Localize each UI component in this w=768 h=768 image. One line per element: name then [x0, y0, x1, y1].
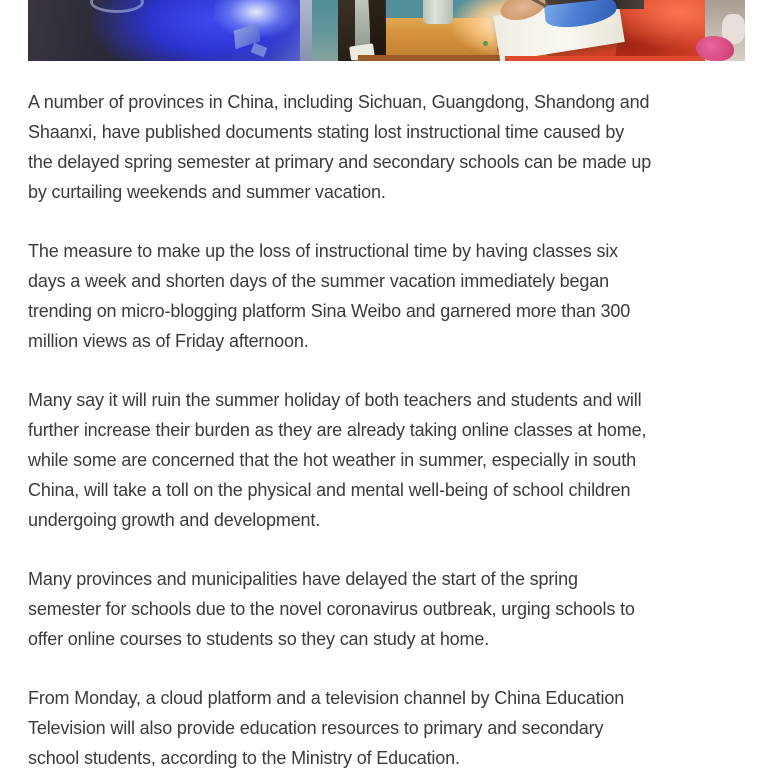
photo-screen-edge [300, 0, 312, 61]
paragraph-3 [28, 385, 768, 535]
text-line: further increase their burden as they are already taking online classes at home, [28, 420, 647, 440]
photo-pink-plush [696, 36, 734, 61]
text-line: Many say it will ruin the summer holiday of both teachers and students and will [28, 390, 642, 410]
paragraph-1 [28, 87, 768, 207]
text-line: China, will take a toll on the physical and mental well-being of school children [28, 480, 631, 500]
text-line: school students, according to the Ministry of Education. [28, 748, 460, 768]
text-line: days a week and shorten days of the summer vacation immediately began [28, 271, 609, 291]
photo-jar [423, 0, 453, 24]
photo-desk-items [483, 41, 488, 46]
text-line: Television will also provide education resources to primary and secondary [28, 718, 604, 738]
paragraph-2 [28, 236, 768, 356]
text-line: million views as of Friday afternoon. [28, 331, 309, 351]
text-line: Shaanxi, have published documents stating lost instructional time caused by [28, 122, 625, 142]
text-line: A number of provinces in China, including Sichuan, Guangdong, Shandong and [28, 92, 650, 112]
text-line: From Monday, a cloud platform and a television channel by China Education [28, 688, 625, 708]
text-line: offer online courses to students so they can study at home. [28, 629, 490, 649]
text-line: Many provinces and municipalities have delayed the start of the spring [28, 569, 578, 589]
text-line: trending on micro-blogging platform Sina Weibo and garnered more than 300 [28, 301, 631, 321]
article-image [28, 0, 745, 61]
paragraph-5 [28, 683, 768, 768]
text-line: The measure to make up the loss of instructional time by having classes six [28, 241, 619, 261]
paragraph-4 [28, 564, 768, 654]
text-line: the delayed spring semester at primary and secondary schools can be made up [28, 152, 652, 172]
text-line: while some are concerned that the hot weather in summer, especially in south [28, 450, 636, 470]
photo-window-glass [312, 0, 338, 61]
photo-red-strip [505, 56, 707, 61]
text-line: by curtailing weekends and summer vacation. [28, 182, 386, 202]
article-body [28, 87, 768, 768]
text-line: undergoing growth and development. [28, 510, 321, 530]
text-line: semester for schools due to the novel coronavirus outbreak, urging schools to [28, 599, 635, 619]
